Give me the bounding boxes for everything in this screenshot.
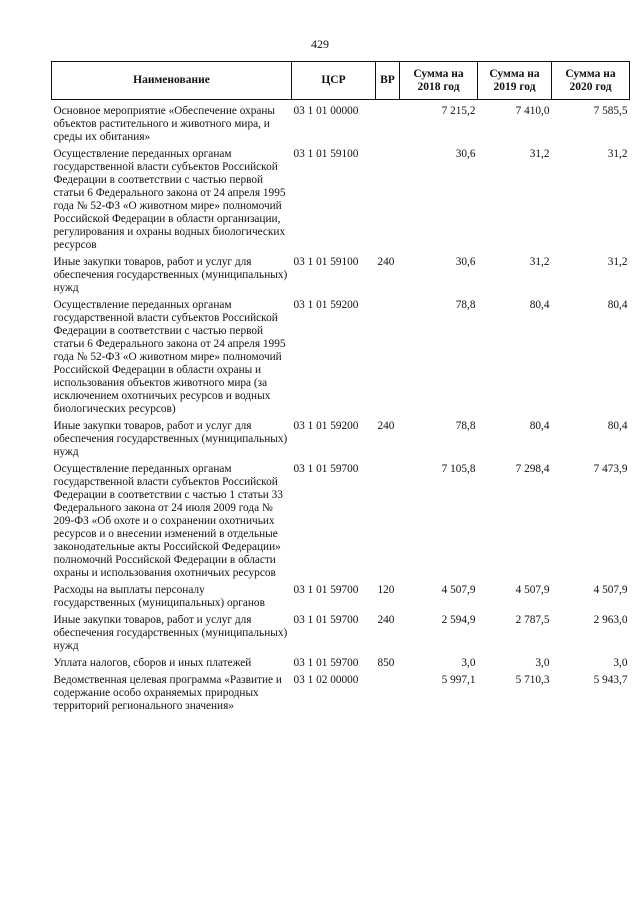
header-name: Наименование	[52, 62, 292, 100]
row-sum-2018: 78,8	[455, 299, 476, 311]
row-vr	[376, 148, 400, 252]
row-name: Осуществление переданных органам государственной власти субъектов Российской Федерации в соответствии с частью первой статьи 6 Федерального закона от 24 апреля 1995 года № 52-ФЗ «О животном мире» полномочий Российской Федерации в области организации, регулирования и охраны водных биологических ресурсов	[53, 148, 286, 251]
page-number: 429	[311, 37, 329, 51]
row-sum-2020: 31,2	[607, 256, 628, 268]
row-csr: 03 1 01 59700	[293, 614, 359, 626]
row-name: Осуществление переданных органам государственной власти субъектов Российской Федерации в соответствии с частью 1 статьи 33 Федерального закона от 24 июля 2009 года № 209-ФЗ «Об охоте и о сохранении охотничьих ресурсов и о внесении изменений в отдельные законодательные акты Российской Федерации» полномочий Российской Федерации в области охраны и использования охотничьих ресурсов	[53, 463, 283, 579]
row-sum-2018: 30,6	[455, 256, 476, 268]
row-sum-2020: 7 473,9	[593, 463, 628, 475]
row-sum-2018: 3,0	[461, 657, 476, 669]
header-vr: ВР	[376, 62, 400, 100]
row-csr: 03 1 01 59200	[293, 420, 359, 432]
row-name: Ведомственная целевая программа «Развитие и содержание особо охраняемых природных территорий регионального значения»	[53, 674, 282, 712]
table-row	[52, 256, 630, 295]
row-sum-2018: 7 105,8	[441, 463, 476, 475]
row-sum-2019: 4 507,9	[515, 584, 550, 596]
row-vr	[376, 299, 400, 416]
row-csr: 03 1 01 59700	[293, 657, 359, 669]
row-name: Расходы на выплаты персоналу государственных (муниципальных) органов	[53, 584, 265, 609]
row-vr: 240	[377, 256, 395, 268]
table-row	[52, 657, 630, 670]
budget-table	[51, 61, 630, 713]
row-sum-2019: 3,0	[535, 657, 550, 669]
row-sum-2020: 5 943,7	[593, 674, 628, 686]
row-sum-2020: 4 507,9	[593, 584, 628, 596]
row-vr: 850	[377, 657, 395, 669]
row-sum-2018: 2 594,9	[441, 614, 476, 626]
row-sum-2018: 4 507,9	[441, 584, 476, 596]
row-sum-2019: 80,4	[529, 299, 550, 311]
row-sum-2019: 7 410,0	[515, 105, 550, 117]
row-csr: 03 1 01 59200	[293, 299, 359, 311]
row-csr: 03 1 01 59100	[293, 256, 359, 268]
row-csr: 03 1 02 00000	[293, 674, 359, 686]
row-csr: 03 1 01 00000	[293, 105, 359, 117]
table-row	[52, 148, 630, 252]
row-sum-2019: 5 710,3	[515, 674, 550, 686]
table-row	[52, 674, 630, 713]
row-vr: 240	[377, 614, 395, 626]
row-sum-2020: 7 585,5	[593, 105, 628, 117]
row-name: Иные закупки товаров, работ и услуг для обеспечения государственных (муниципальных) нужд	[53, 256, 288, 294]
row-vr	[376, 100, 400, 145]
row-sum-2020: 31,2	[607, 148, 628, 160]
row-sum-2018: 78,8	[455, 420, 476, 432]
row-sum-2019: 2 787,5	[515, 614, 550, 626]
row-sum-2020: 80,4	[607, 420, 628, 432]
row-name: Осуществление переданных органам государственной власти субъектов Российской Федерации в соответствии с частью первой статьи 6 Федерального закона от 24 апреля 1995 года № 52-ФЗ «О животном мире» полномочий Российской Федерации в области охраны и использования объектов животного мира (за исключением охотничьих ресурсов и водных биологических ресурсов)	[53, 299, 286, 415]
header-csr: ЦСР	[292, 62, 376, 100]
row-vr	[376, 674, 400, 713]
header-sum-2018: Сумма на 2018 год	[400, 62, 478, 100]
row-name: Уплата налогов, сборов и иных платежей	[53, 657, 252, 669]
table-row	[52, 420, 630, 459]
row-vr: 240	[377, 420, 395, 432]
row-csr: 03 1 01 59700	[293, 584, 359, 596]
row-vr: 120	[377, 584, 395, 596]
table-row	[52, 299, 630, 416]
table-row	[52, 100, 630, 145]
table-header-row	[52, 62, 630, 100]
row-name: Иные закупки товаров, работ и услуг для обеспечения государственных (муниципальных) нужд	[53, 614, 288, 652]
row-csr: 03 1 01 59700	[293, 463, 359, 475]
row-name: Иные закупки товаров, работ и услуг для обеспечения государственных (муниципальных) нужд	[53, 420, 288, 458]
row-csr: 03 1 01 59100	[293, 148, 359, 160]
row-name: Основное мероприятие «Обеспечение охраны объектов растительного и животного мира, и среды их обитания»	[53, 105, 276, 143]
row-sum-2020: 2 963,0	[593, 614, 628, 626]
row-sum-2020: 80,4	[607, 299, 628, 311]
row-sum-2018: 30,6	[455, 148, 476, 160]
row-vr	[376, 463, 400, 580]
row-sum-2018: 7 215,2	[441, 105, 476, 117]
header-sum-2020: Сумма на 2020 год	[552, 62, 630, 100]
table-row	[52, 463, 630, 580]
row-sum-2020: 3,0	[613, 657, 628, 669]
row-sum-2019: 31,2	[529, 256, 550, 268]
row-sum-2019: 80,4	[529, 420, 550, 432]
table-row	[52, 584, 630, 610]
row-sum-2018: 5 997,1	[441, 674, 476, 686]
header-sum-2019: Сумма на 2019 год	[478, 62, 552, 100]
row-sum-2019: 7 298,4	[515, 463, 550, 475]
row-sum-2019: 31,2	[529, 148, 550, 160]
table-row	[52, 614, 630, 653]
